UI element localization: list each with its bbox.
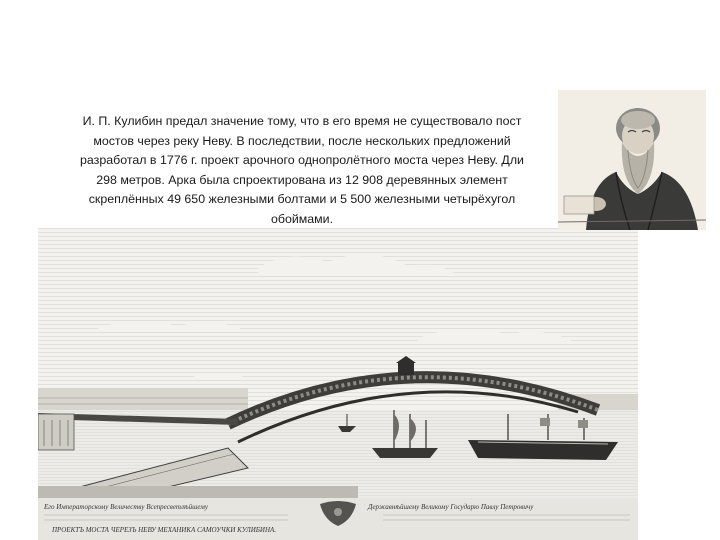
text-line-5: скреплённых 49 650 железными болтами и 5 500 железными четырёхугол	[88, 192, 516, 206]
bridge-engraving	[38, 228, 638, 540]
text-line-6: обоймами.	[270, 211, 334, 226]
text-line-1: И. П. Кулибин предал значение тому, что в его время не существовало пост	[82, 114, 522, 128]
portrait-image	[558, 90, 706, 230]
portrait-drawing	[558, 90, 706, 230]
text-line-3: разработал в 1776 г. проект арочного однопролётного моста через Неву. Дли	[80, 153, 524, 167]
text-line-2: мостов через реку Неву. В последствии, после нескольких предложений	[93, 133, 511, 148]
engraving-caption-left: Его Императорскому Величеству Всепресветлѣйшему	[44, 503, 208, 511]
engraving-caption-right: Державнѣйшему Великому Государю Павлу Петровичу	[368, 503, 534, 511]
bridge-engraving-drawing	[38, 228, 638, 540]
slide-text	[22, 112, 582, 229]
engraving-caption-bottom: ПРОЕКТЪ МОСТА ЧЕРЕЗЪ НЕВУ МЕХАНИКА САМОУЧКИ КУЛИБИНА.	[52, 526, 277, 534]
text-line-4: 298 метров. Арка была спроектирована из 12 908 деревянных элемент	[96, 172, 508, 187]
